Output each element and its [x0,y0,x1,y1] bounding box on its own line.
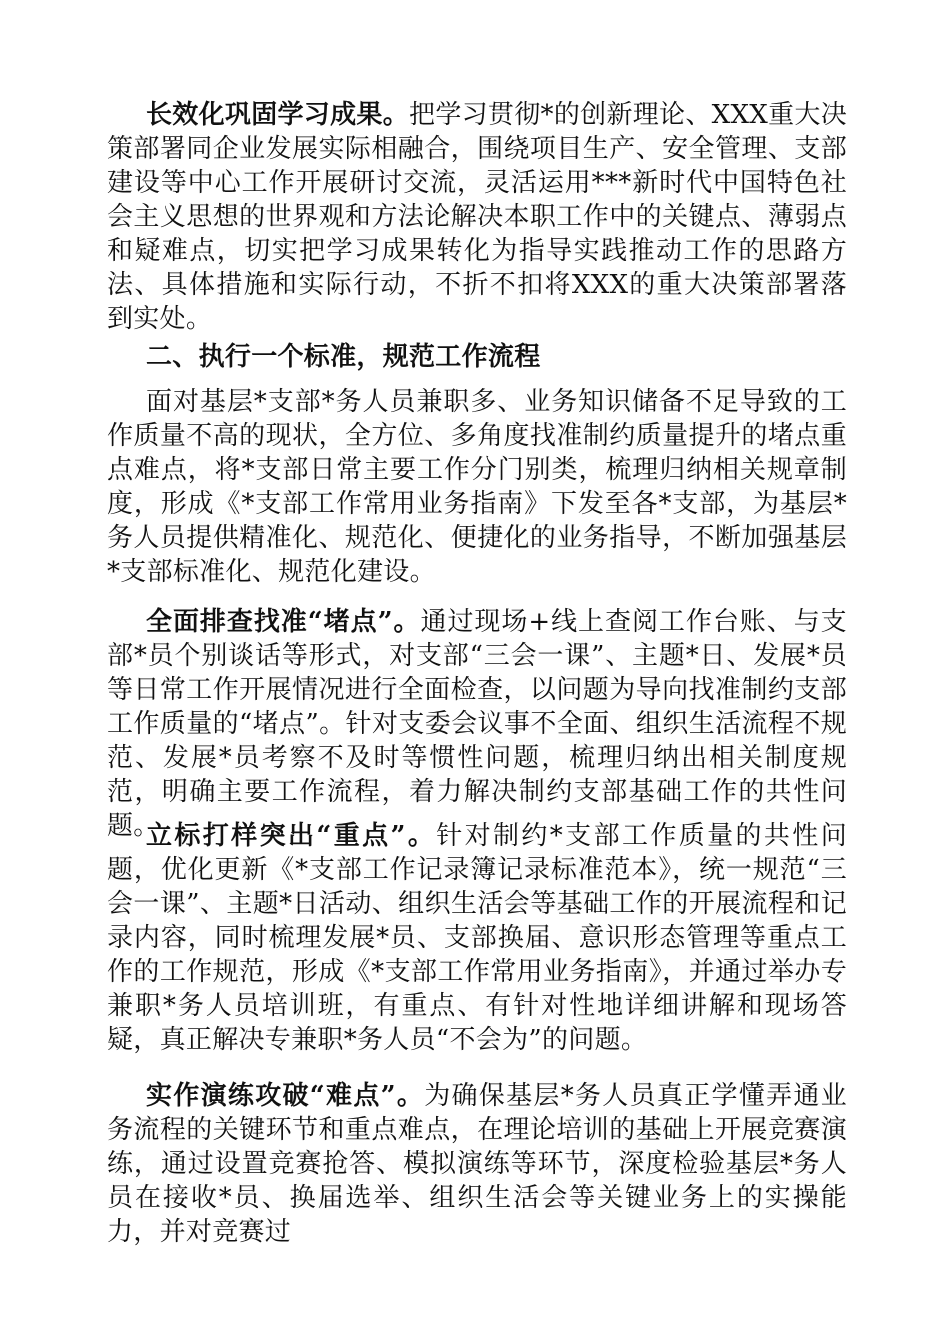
paragraph-body: 面对基层*支部*务人员兼职多、业务知识储备不足导致的工作质量不高的现状，全方位、多角度找准制约质量提升的堵点重点难点，将*支部日常主要工作分门别类，梳理归纳相关规章制度，形成《*支部工作常用业务指南》下发至各*支部，为基层*务人员提供精准化、规范化、便捷化的业务指导，不断加强基层*支部标准化、规范化建设。 [107,387,847,587]
paragraph-key-points [107,819,847,1057]
paragraph-difficult-points [107,1079,847,1249]
paragraph-consolidate-learning [107,98,847,336]
paragraph-body: 为确保基层*务人员真正学懂弄通业务流程的关键环节和重点难点，在理论培训的基础上开展竞赛演练，通过设置竞赛抢答、模拟演练等环节，深度检验基层*务人员在接收*员、换届选举、组织生活会等关键业务上的实操能力，并对竞赛过 [107,1081,847,1247]
paragraph-find-blockers [107,605,847,843]
paragraph-lead: 实作演练攻破“难点”。 [146,1081,425,1111]
paragraph-body: 通过现场+线上查阅工作台账、与支部*员个别谈话等形式，对支部“三会一课”、主题*日、发展*员等日常工作开展情况进行全面检查，以问题为导向找准制约支部工作质量的“堵点”。针对支委会议事不全面、组织生活流程不规范、发展*员考察不及时等惯性问题，梳理归纳出相关制度规范，明确主要工作流程，着力解决制约支部基础工作的共性问题。 [107,607,847,841]
paragraph-lead: 全面排查找准“堵点”。 [146,607,421,637]
section-heading: 二、执行一个标准，规范工作流程 [146,342,541,372]
paragraph-section-intro [107,385,847,589]
paragraph-lead: 长效化巩固学习成果。 [146,100,410,130]
paragraph-lead: 立标打样突出“重点”。 [146,821,437,851]
paragraph-body: 针对制约*支部工作质量的共性问题，优化更新《*支部工作记录簿记录标准范本》，统一规范“三会一课”、主题*日活动、组织生活会等基础工作的开展流程和记录内容，同时梳理发展*员、支部换届、意识形态管理等重点工作的工作规范，形成《*支部工作常用业务指南》，并通过举办专兼职*务人员培训班，有重点、有针对性地详细讲解和现场答疑，真正解决专兼职*务人员“不会为”的问题。 [107,821,847,1055]
paragraph-body: 把学习贯彻*的创新理论、XXX重大决策部署同企业发展实际相融合，围绕项目生产、安全管理、支部建设等中心工作开展研讨交流，灵活运用***新时代中国特色社会主义思想的世界观和方法论解决本职工作中的关键点、薄弱点和疑难点，切实把学习成果转化为指导实践推动工作的思路方法、具体措施和实际行动，不折不扣将XXX的重大决策部署落到实处。 [107,100,847,334]
